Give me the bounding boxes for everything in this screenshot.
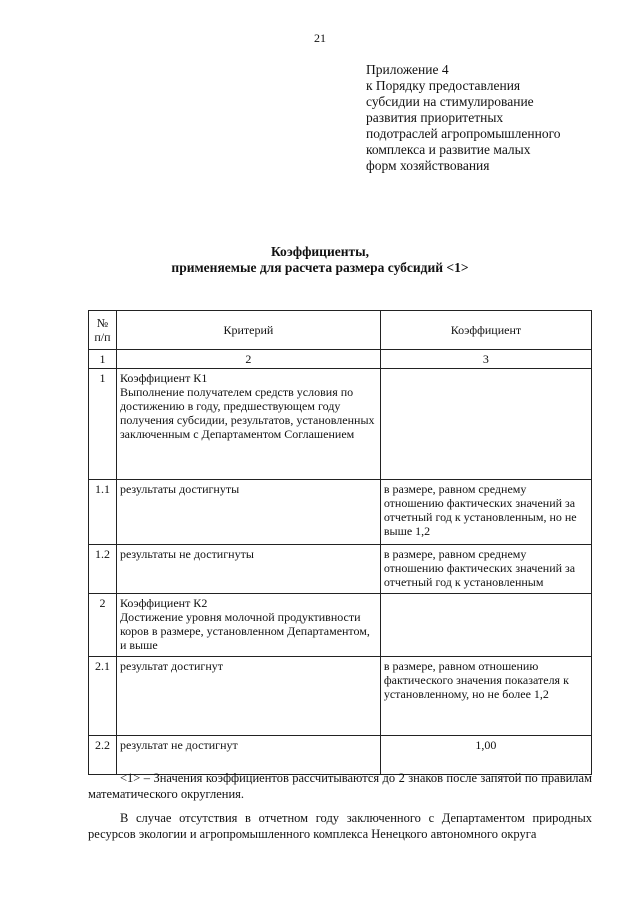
- appendix-line: подотраслей агропромышленного: [366, 126, 561, 141]
- table-row: [89, 480, 592, 545]
- appendix-line: субсидии на стимулирование: [366, 94, 534, 109]
- row-num: 1.1: [89, 480, 117, 545]
- table-row: [89, 369, 592, 480]
- appendix-line: развития приоритетных: [366, 110, 504, 125]
- appendix-line: комплекса и развитие малых: [366, 142, 531, 157]
- row-num: 2.1: [89, 657, 117, 736]
- row-criterion: результат достигнут: [116, 657, 380, 736]
- row-num: 1.2: [89, 545, 117, 594]
- appendix-line: Приложение 4: [366, 62, 449, 77]
- table-row: [89, 594, 592, 657]
- appendix-heading: [366, 62, 606, 174]
- row-coefficient: [380, 594, 591, 657]
- appendix-line: к Порядку предоставления: [366, 78, 521, 93]
- header-num: № п/п: [89, 311, 117, 350]
- row-coefficient: [380, 369, 591, 480]
- document-title: [0, 244, 640, 276]
- row-num: 2.2: [89, 736, 117, 775]
- header-criterion: Критерий: [116, 311, 380, 350]
- coefficients-table: [88, 310, 592, 775]
- title-line-1: Коэффициенты,: [270, 244, 370, 259]
- column-number: 1: [89, 350, 117, 369]
- row-criterion: результаты достигнуты: [116, 480, 380, 545]
- column-number-row: [89, 350, 592, 369]
- header-coefficient: Коэффициент: [380, 311, 591, 350]
- table-header-row: [89, 311, 592, 350]
- column-number: 2: [116, 350, 380, 369]
- row-criterion: Коэффициент К1 Выполнение получателем средств условия по достижению в году, предшествующем году получения субсидии, результатов, установленных заключенным с Департаментом Соглашением: [116, 369, 380, 480]
- table-row: [89, 736, 592, 775]
- table-row: [89, 545, 592, 594]
- row-criterion: результаты не достигнуты: [116, 545, 380, 594]
- footnote-text: <1> – Значения коэффициентов рассчитываются до 2 знаков после запятой по правилам математического округления.: [88, 771, 592, 801]
- row-num: 1: [89, 369, 117, 480]
- row-coefficient: в размере, равном среднему отношению фактических значений за отчетный год к установленным, но не выше 1,2: [380, 480, 591, 545]
- column-number: 3: [380, 350, 591, 369]
- row-criterion: Коэффициент К2 Достижение уровня молочной продуктивности коров в размере, установленном Департаментом, и выше: [116, 594, 380, 657]
- row-criterion: результат не достигнут: [116, 736, 380, 775]
- table-row: [89, 657, 592, 736]
- row-coefficient: в размере, равном среднему отношению фактических значений за отчетный год к установленным: [380, 545, 591, 594]
- body-paragraph: В случае отсутствия в отчетном году заключенного с Департаментом природных ресурсов экологии и агропромышленного комплекса Ненецкого автономного округа: [88, 811, 592, 841]
- footnote-block: [88, 770, 592, 842]
- row-coefficient: 1,00: [380, 736, 591, 775]
- page-number: 21: [314, 31, 326, 45]
- row-coefficient: в размере, равном отношению фактического значения показателя к установленному, но не более 1,2: [380, 657, 591, 736]
- row-num: 2: [89, 594, 117, 657]
- appendix-line: форм хозяйствования: [366, 158, 490, 173]
- title-line-2: применяемые для расчета размера субсидий <1>: [171, 260, 469, 275]
